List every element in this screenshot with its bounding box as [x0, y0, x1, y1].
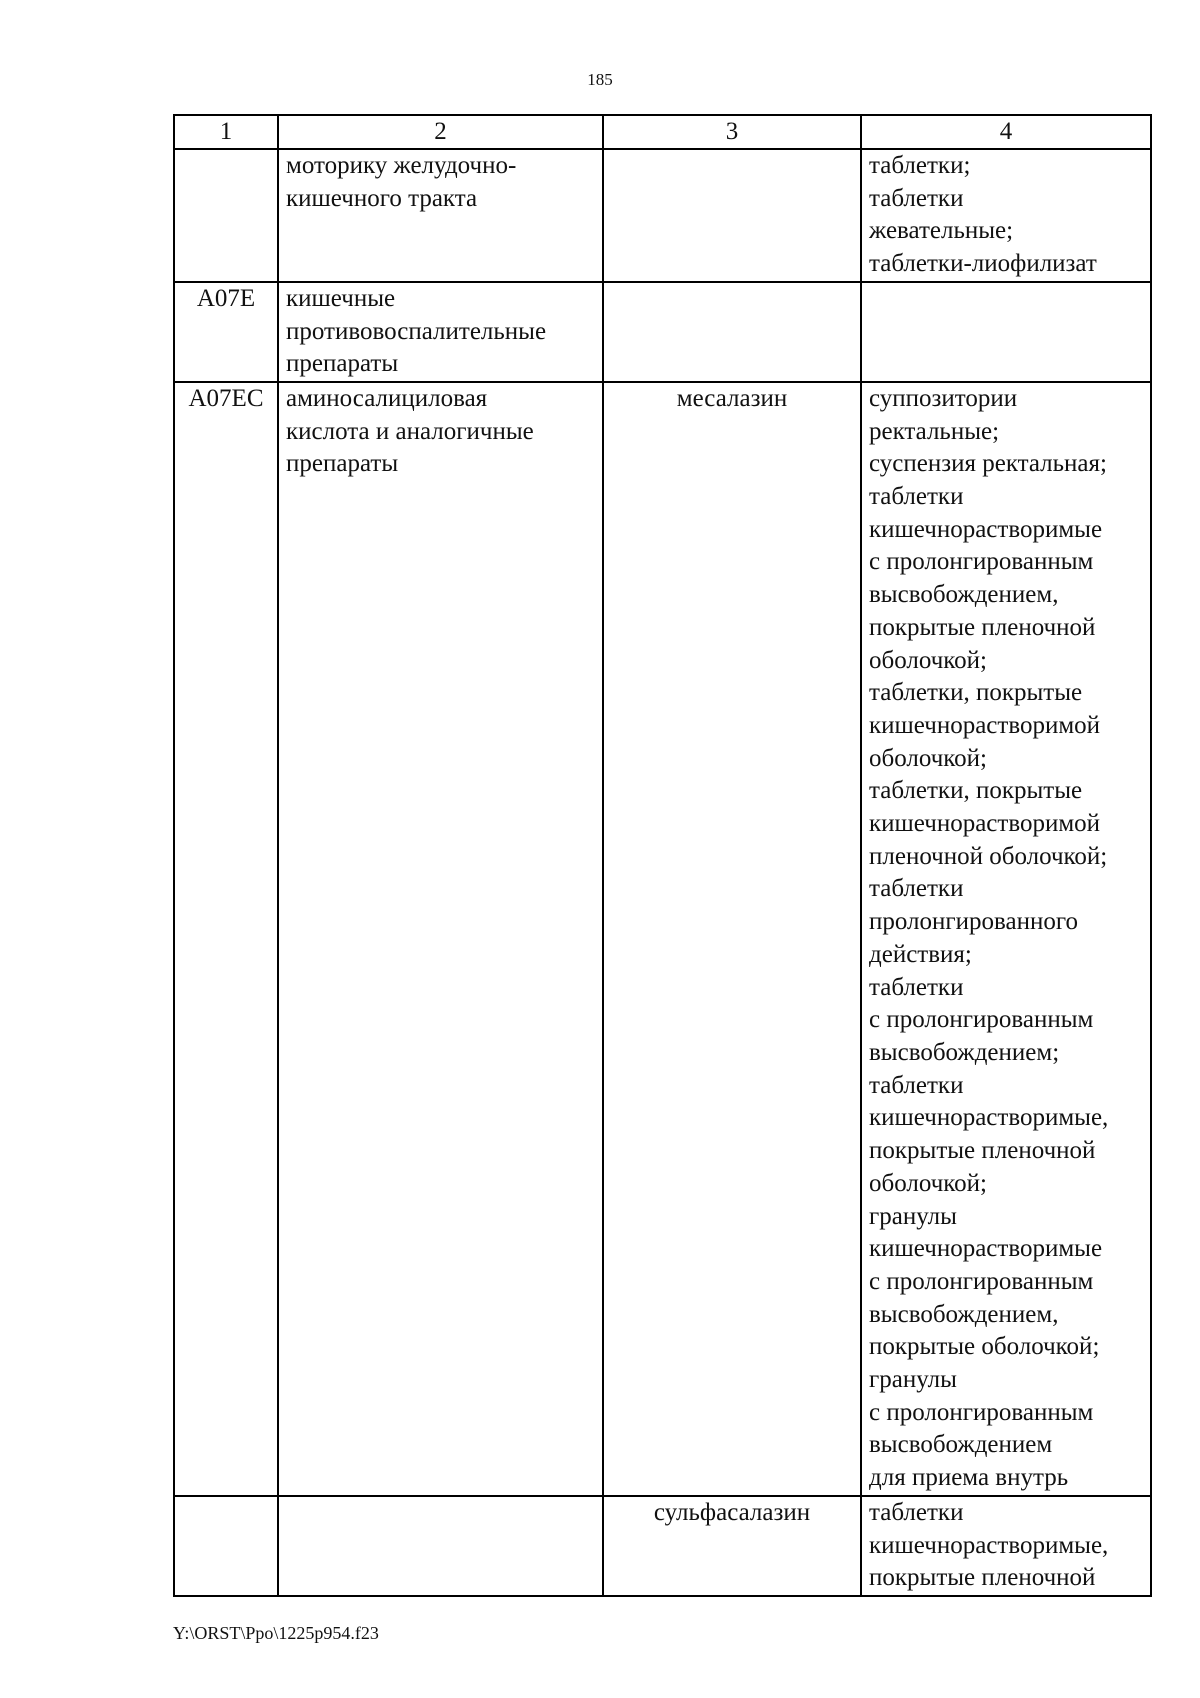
inn-cell — [603, 282, 861, 382]
atc-code-cell — [174, 1496, 278, 1596]
table-row — [174, 1496, 1151, 1596]
table-header-row — [174, 115, 1151, 149]
table-row — [174, 382, 1151, 1496]
table-row — [174, 282, 1151, 382]
column-header-3: 3 — [603, 115, 861, 149]
group-name-cell: кишечные противовоспалительные препараты — [278, 282, 603, 382]
group-name-cell — [278, 1496, 603, 1596]
dosage-forms-cell: таблетки кишечнорастворимые, покрытые пленочной — [861, 1496, 1151, 1596]
column-header-1: 1 — [174, 115, 278, 149]
inn-cell: сульфасалазин — [603, 1496, 861, 1596]
page-number: 185 — [587, 70, 613, 89]
column-header-4: 4 — [861, 115, 1151, 149]
dosage-forms-cell — [861, 282, 1151, 382]
inn-cell: месалазин — [603, 382, 861, 1496]
group-name-cell: аминосалициловая кислота и аналогичные препараты — [278, 382, 603, 1496]
drug-table — [173, 114, 1152, 1597]
dosage-forms-cell: суппозитории ректальные; суспензия ректальная; таблетки кишечнорастворимые с пролонгированным высвобождением, покрытые пленочной оболочкой; таблетки, покрытые кишечнорастворимой оболочкой; таблетки, покрытые кишечнорастворимой пленочной оболочкой; таблетки пролонгированного действия; таблетки с пролонгированным высвобождением; таблетки кишечнорастворимые, покрытые пленочной оболочкой; гранулы кишечнорастворимые с пролонгированным высвобождением, покрытые оболочкой; гранулы с пролонгированным высвобождением для приема внутрь — [861, 382, 1151, 1496]
inn-cell — [603, 149, 861, 282]
column-header-2: 2 — [278, 115, 603, 149]
table-row — [174, 149, 1151, 282]
atc-code-cell — [174, 149, 278, 282]
dosage-forms-cell: таблетки; таблетки жевательные; таблетки-лиофилизат — [861, 149, 1151, 282]
atc-code-cell: A07EC — [174, 382, 278, 1496]
file-path-footer: Y:\ORST\Ppo\1225p954.f23 — [173, 1623, 379, 1643]
group-name-cell: моторику желудочно- кишечного тракта — [278, 149, 603, 282]
atc-code-cell: A07E — [174, 282, 278, 382]
